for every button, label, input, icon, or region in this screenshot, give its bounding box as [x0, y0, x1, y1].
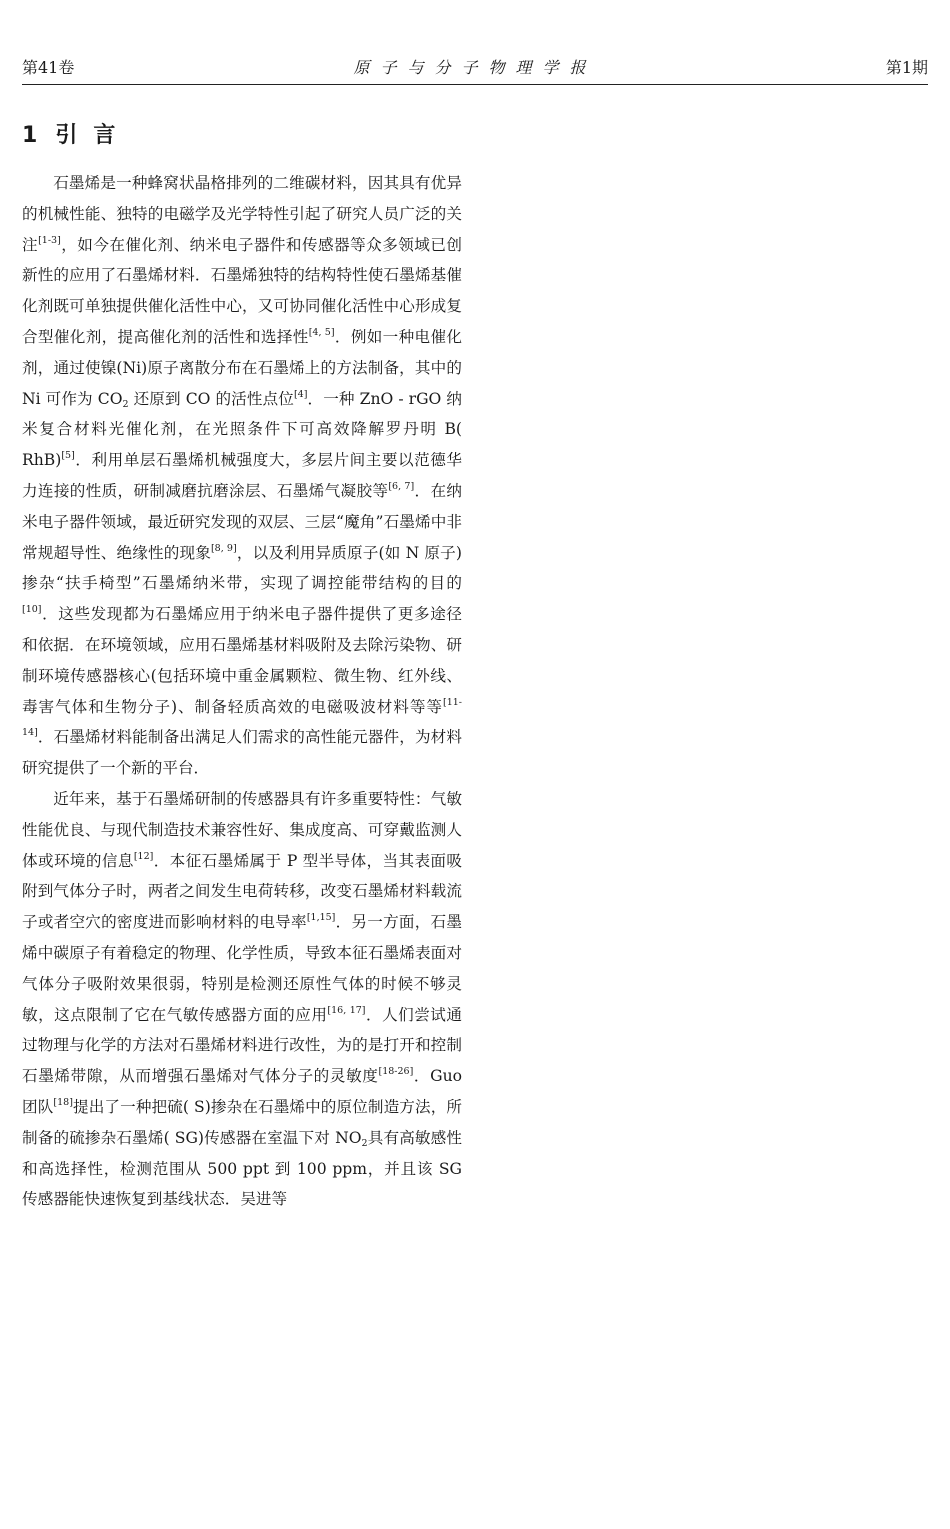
text-run: ．石墨烯材料能制备出满足人们需求的高性能元器件，为材料研究提供了一个新的平台． — [22, 728, 462, 778]
citation: [4] — [293, 388, 308, 400]
text-run: ．在纳米电子器件领域，最近研究发现的双层、三层“魔角”石墨烯中非常规超导性、绝缘性的现象 — [22, 481, 462, 562]
header-issue: 第1期 — [885, 58, 928, 77]
citation: [18-26] — [378, 1066, 414, 1078]
citation: [6, 7] — [388, 480, 415, 492]
text-run: 近年来，基于石墨烯研制的传感器具有许多重要特性：气敏性能优良、与现代制造技术兼容性好、集成度高、可穿戴监测人体或环境的信息 — [22, 789, 462, 870]
header-volume: 第41卷 — [22, 58, 75, 77]
text-run: ．本征石墨烯属于 P 型半导体，当其表面吸附到气体分子时，两者之间发生电荷转移，改变石墨烯材料载流子或者空穴的密度进而影响材料的电导率 — [22, 851, 462, 932]
left-column — [22, 104, 462, 1215]
subscript: 2 — [122, 398, 129, 410]
text-run: ．这些发现都为石墨烯应用于纳米电子器件提供了更多途径和依据．在环境领域，应用石墨烯基材料吸附及去除污染物、研制环境传感器核心(包括环境中重金属颗粒、微生物、红外线、毒害气体和生物分子)、制备轻质高效的电磁吸波材料等等 — [22, 605, 462, 716]
intro-paragraph-2 — [22, 784, 462, 1215]
intro-paragraph-1 — [22, 168, 462, 784]
subscript: 2 — [361, 1137, 368, 1149]
citation: [8, 9] — [210, 542, 237, 554]
text-run: 还原到 CO 的活性点位 — [128, 389, 294, 408]
citation: [10] — [22, 604, 42, 616]
text-run: ．一种 ZnO - rGO 纳米复合材料光催化剂，在光照条件下可高效降解罗丹明 B( RhB) — [22, 389, 462, 470]
citation: [5] — [61, 450, 75, 462]
text-run: ，如今在催化剂、纳米电子器件和传感器等众多领域已创新性的应用了石墨烯材料．石墨烯独特的结构特性使石墨烯基催化剂既可单独提供催化活性中心，又可协同催化活性中心形成复合型催化剂，提高催化剂的活性和选择性 — [22, 235, 462, 346]
text-run: ．Guo 团队 — [22, 1067, 462, 1116]
text-run: ．另一方面，石墨烯中碳原子有着稳定的物理、化学性质，导致本征石墨烯表面对气体分子吸附效果很弱，特别是检测还原性气体的时候不够灵敏，这点限制了它在气敏传感器方面的应用 — [22, 913, 462, 1024]
citation: [4, 5] — [308, 326, 335, 338]
section-1-number: 1 — [22, 123, 38, 148]
citation: [11-14] — [22, 696, 462, 739]
header-journal-title: 原子与分子物理学报 — [353, 58, 597, 77]
text-run: ．例如一种电催化剂，通过使镍(Ni)原子离散分布在石墨烯上的方法制备，其中的 Ni 可作为 CO — [22, 327, 462, 408]
running-header — [22, 54, 928, 85]
text-run: ，以及利用异质原子(如 N 原子)掺杂“扶手椅型”石墨烯纳米带，实现了调控能带结构的目的 — [22, 543, 462, 593]
section-1-title: 引言 — [55, 123, 132, 148]
citation: [1-3] — [38, 234, 61, 246]
text-run: ．人们尝试通过物理与化学的方法对石墨烯材料进行改性，为的是打开和控制石墨烯带隙，从而增强石墨烯对气体分子的灵敏度 — [22, 1005, 462, 1086]
section-1-heading — [22, 104, 462, 168]
text-run: 具有高敏感性和高选择性，检测范围从 500 ppt 到 100 ppm，并且该 SG 传感器能快速恢复到基线状态．吴进等 — [22, 1128, 462, 1209]
text-run: 提出了一种把硫( S)掺杂在石墨烯中的原位制造方法，所制备的硫掺杂石墨烯( SG)传感器在室温下对 NO — [22, 1097, 462, 1147]
text-run: ．利用单层石墨烯机械强度大，多层片间主要以范德华力连接的性质，研制减磨抗磨涂层、石墨烯气凝胶等 — [22, 451, 462, 500]
citation: [1,15] — [306, 912, 336, 924]
citation: [18] — [53, 1096, 73, 1108]
citation: [12] — [133, 850, 154, 862]
citation: [16, 17] — [327, 1004, 366, 1016]
text-run: 石墨烯是一种蜂窝状晶格排列的二维碳材料，因其具有优异的机械性能、独特的电磁学及光学特性引起了研究人员广泛的关注 — [22, 174, 462, 254]
